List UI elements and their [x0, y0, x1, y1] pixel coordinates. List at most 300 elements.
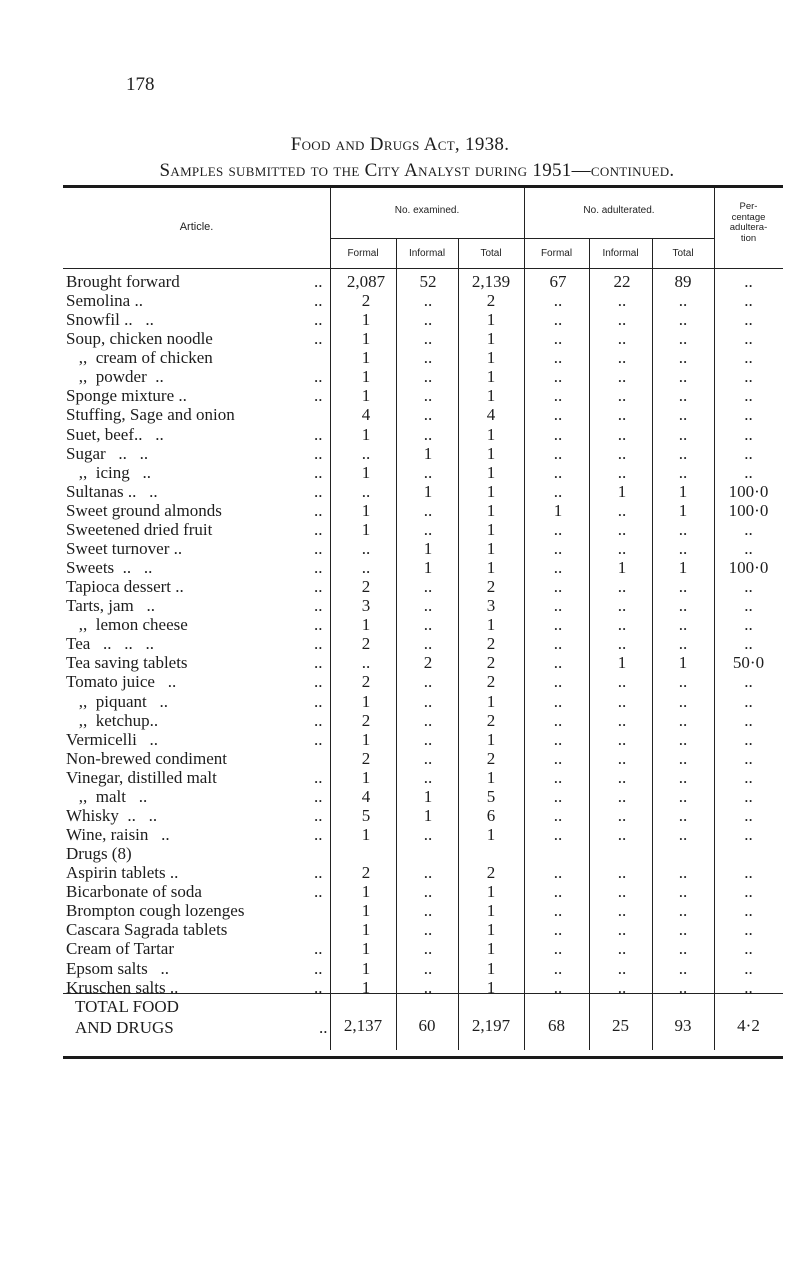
total-ad-total: 93	[674, 1016, 692, 1035]
percentage-cell: ..	[744, 596, 753, 616]
adulterated-informal-cell: ..	[617, 748, 627, 768]
table-row	[63, 386, 783, 406]
adulterated-formal-cell: ..	[553, 538, 563, 558]
article-cell: Cascara Sagrada tablets	[66, 920, 228, 940]
leader-dots: ..	[314, 310, 323, 330]
adulterated-formal-cell: ..	[553, 863, 563, 883]
total-ad-formal: 68	[548, 1016, 565, 1035]
examined-formal-cell: 1	[361, 462, 371, 482]
leader-dots: ..	[314, 939, 323, 959]
leader-dots: ..	[314, 329, 323, 349]
examined-total-cell: 3	[486, 596, 496, 616]
header-ex-informal: Informal	[408, 248, 446, 259]
article-cell: ,, cream of chicken	[66, 348, 213, 368]
header-ad-informal: Informal	[602, 248, 639, 259]
examined-formal-cell: 4	[361, 405, 371, 425]
adulterated-informal-cell: ..	[617, 939, 627, 959]
article-cell: Sweet turnover ..	[66, 538, 183, 558]
table-row	[63, 653, 783, 673]
table-row	[63, 348, 783, 368]
leader-dots: ..	[314, 424, 323, 444]
percentage-cell: ..	[744, 348, 753, 368]
leader-dots: ..	[314, 291, 323, 311]
adulterated-formal-cell: ..	[553, 348, 563, 368]
examined-informal-cell: ..	[423, 462, 433, 482]
total-label-line2: AND DRUGS ..	[75, 1018, 328, 1037]
examined-formal-cell: 1	[361, 500, 371, 520]
header-ad-total: Total	[672, 248, 694, 259]
adulterated-formal-cell: ..	[553, 462, 563, 482]
examined-informal-cell: 1	[423, 443, 433, 463]
leader-dots: ..	[314, 863, 323, 883]
adulterated-informal-cell: ..	[617, 672, 627, 692]
article-cell: Sultanas .. ..	[66, 481, 158, 501]
leader-dots: ..	[314, 577, 323, 597]
adulterated-informal-cell: ..	[617, 691, 627, 711]
examined-total-cell: 1	[486, 348, 496, 368]
adulterated-formal-cell: ..	[553, 634, 563, 654]
adulterated-informal-cell: 22	[613, 272, 631, 291]
article-cell: Bicarbonate of soda	[66, 882, 202, 902]
percentage-cell: 100·0	[728, 558, 769, 578]
percentage-cell: ..	[744, 386, 753, 406]
adulterated-informal-cell: ..	[617, 348, 627, 368]
table-row	[63, 787, 783, 807]
adulterated-informal-cell: ..	[617, 500, 627, 520]
adulterated-total-cell: ..	[678, 901, 688, 921]
percentage-cell: ..	[744, 519, 753, 539]
header-ad-formal: Formal	[540, 248, 573, 259]
table-row	[63, 901, 783, 921]
examined-informal-cell: ..	[423, 291, 433, 311]
article-cell: Sugar .. ..	[66, 443, 149, 463]
leader-dots: ..	[314, 977, 323, 997]
percentage-cell: ..	[744, 405, 753, 425]
examined-formal-cell: 2	[361, 748, 371, 768]
header-article: Article.	[179, 221, 214, 233]
examined-formal-cell: ..	[361, 653, 371, 673]
adulterated-total-cell: 89	[674, 272, 692, 291]
adulterated-formal-cell: ..	[553, 386, 563, 406]
percentage-cell: ..	[744, 882, 753, 902]
examined-informal-cell: ..	[423, 882, 433, 902]
table-row	[63, 482, 783, 502]
examined-informal-cell: ..	[423, 500, 433, 520]
examined-formal-cell: 2	[361, 672, 371, 692]
adulterated-formal-cell: ..	[553, 805, 563, 825]
examined-total-cell: 1	[486, 367, 496, 387]
leader-dots: ..	[314, 672, 323, 692]
article-cell: Tea .. .. ..	[66, 634, 155, 654]
adulterated-formal-cell: ..	[553, 577, 563, 597]
examined-total-cell: 1	[486, 977, 496, 997]
adulterated-total-cell: 1	[678, 500, 688, 520]
article-cell: Drugs (8)	[66, 844, 132, 864]
adulterated-formal-cell: ..	[553, 901, 563, 921]
examined-formal-cell: 1	[361, 939, 371, 959]
article-cell: Sweetened dried fruit	[66, 519, 213, 539]
rule-header-bottom	[63, 268, 783, 269]
table-row	[63, 978, 783, 998]
examined-formal-cell: 3	[361, 596, 371, 616]
examined-formal-cell: ..	[361, 481, 371, 501]
percentage-cell: ..	[744, 577, 753, 597]
examined-informal-cell: ..	[423, 615, 433, 635]
percentage-cell: ..	[744, 462, 753, 482]
total-label	[75, 996, 328, 1038]
adulterated-informal-cell: ..	[617, 291, 627, 311]
table-row	[63, 367, 783, 387]
adulterated-informal-cell: ..	[617, 519, 627, 539]
adulterated-formal-cell: ..	[553, 767, 563, 787]
table-row	[63, 615, 783, 635]
adulterated-formal-cell: ..	[553, 729, 563, 749]
examined-total-cell: 4	[486, 405, 496, 425]
examined-total-cell: 2	[486, 634, 496, 654]
examined-informal-cell: 1	[423, 538, 433, 558]
percentage-cell: ..	[744, 367, 753, 387]
header-ex-total: Total	[480, 248, 502, 259]
adulterated-formal-cell: ..	[553, 977, 563, 997]
examined-total-cell: 2	[486, 653, 496, 673]
table-row	[63, 634, 783, 654]
percentage-cell: ..	[744, 805, 753, 825]
leader-dots: ..	[314, 500, 323, 520]
adulterated-formal-cell: ..	[553, 958, 563, 978]
percentage-cell: 50·0	[732, 653, 765, 673]
percentage-cell: ..	[744, 729, 753, 749]
examined-formal-cell: 1	[361, 310, 371, 330]
percentage-cell: ..	[744, 310, 753, 330]
adulterated-total-cell: ..	[678, 710, 688, 730]
examined-total-cell: 1	[486, 329, 496, 349]
examined-informal-cell: 1	[423, 558, 433, 578]
table-row	[63, 692, 783, 712]
adulterated-formal-cell: ..	[553, 615, 563, 635]
article-cell: ,, piquant ..	[66, 691, 168, 711]
article-cell: ,, icing ..	[66, 462, 151, 482]
examined-informal-cell: 1	[423, 805, 433, 825]
leader-dots: ..	[314, 443, 323, 463]
adulterated-total-cell: ..	[678, 291, 688, 311]
article-cell: Tapioca dessert ..	[66, 577, 184, 597]
adulterated-formal-cell: ..	[553, 424, 563, 444]
adulterated-informal-cell: ..	[617, 367, 627, 387]
adulterated-formal-cell: ..	[553, 920, 563, 940]
adulterated-formal-cell: ..	[553, 291, 563, 311]
examined-informal-cell: ..	[423, 825, 433, 845]
adulterated-informal-cell: 1	[617, 481, 627, 501]
percentage-cell: ..	[744, 329, 753, 349]
examined-total-cell: 1	[486, 958, 496, 978]
adulterated-informal-cell: 1	[617, 558, 627, 578]
examined-formal-cell: 2	[361, 863, 371, 883]
examined-total-cell: 2	[486, 748, 496, 768]
adulterated-total-cell: ..	[678, 882, 688, 902]
examined-informal-cell: ..	[423, 310, 433, 330]
examined-informal-cell: ..	[423, 710, 433, 730]
article-cell: Suet, beef.. ..	[66, 424, 164, 444]
examined-informal-cell: ..	[423, 729, 433, 749]
examined-formal-cell: 1	[361, 615, 371, 635]
article-cell: Brought forward	[66, 272, 180, 291]
percentage-cell: ..	[744, 767, 753, 787]
examined-informal-cell: ..	[423, 596, 433, 616]
examined-total-cell: 1	[486, 825, 496, 845]
leader-dots: ..	[314, 272, 323, 291]
adulterated-total-cell: ..	[678, 386, 688, 406]
percentage-cell: ..	[744, 977, 753, 997]
article-cell: ,, lemon cheese	[66, 615, 188, 635]
adulterated-informal-cell: ..	[617, 805, 627, 825]
adulterated-total-cell: ..	[678, 424, 688, 444]
adulterated-informal-cell: ..	[617, 462, 627, 482]
article-cell: Epsom salts ..	[66, 958, 169, 978]
header-examined: No. examined.	[394, 205, 460, 216]
leader-dots: ..	[314, 519, 323, 539]
examined-formal-cell: 1	[361, 424, 371, 444]
examined-formal-cell: ..	[361, 443, 371, 463]
header-ex-formal: Formal	[347, 248, 379, 259]
adulterated-formal-cell: ..	[553, 329, 563, 349]
table-row	[63, 863, 783, 883]
examined-total-cell: 2	[486, 710, 496, 730]
adulterated-total-cell: ..	[678, 538, 688, 558]
examined-total-cell: 2,139	[471, 272, 511, 291]
article-cell: Cream of Tartar	[66, 939, 175, 959]
leader-dots: ..	[314, 558, 323, 578]
examined-informal-cell: ..	[423, 577, 433, 597]
article-cell: Tomato juice ..	[66, 672, 177, 692]
adulterated-informal-cell: ..	[617, 920, 627, 940]
leader-dots: ..	[314, 615, 323, 635]
adulterated-total-cell: ..	[678, 577, 688, 597]
adulterated-informal-cell: ..	[617, 443, 627, 463]
examined-formal-cell: 1	[361, 348, 371, 368]
adulterated-formal-cell: ..	[553, 710, 563, 730]
adulterated-total-cell: 1	[678, 653, 688, 673]
adulterated-formal-cell: ..	[553, 748, 563, 768]
adulterated-total-cell: ..	[678, 958, 688, 978]
percentage-cell: ..	[744, 825, 753, 845]
adulterated-total-cell: ..	[678, 634, 688, 654]
examined-total-cell: 1	[486, 729, 496, 749]
adulterated-formal-cell: ..	[553, 443, 563, 463]
percentage-cell: ..	[744, 748, 753, 768]
adulterated-informal-cell: ..	[617, 596, 627, 616]
article-cell: Snowfil .. ..	[66, 310, 154, 330]
total-ex-informal: 60	[418, 1016, 436, 1035]
percentage-cell: ..	[744, 920, 753, 940]
adulterated-informal-cell: ..	[617, 977, 627, 997]
examined-formal-cell: 2	[361, 291, 371, 311]
percentage-cell: ..	[744, 958, 753, 978]
table-row	[63, 291, 783, 311]
examined-informal-cell: ..	[423, 348, 433, 368]
examined-formal-cell: 1	[361, 767, 371, 787]
examined-informal-cell: ..	[423, 405, 433, 425]
table-row	[63, 825, 783, 845]
examined-total-cell: 5	[486, 786, 496, 806]
adulterated-formal-cell: ..	[553, 481, 563, 501]
adulterated-total-cell: ..	[678, 767, 688, 787]
header-percentage: Per- centage adultera- tion	[729, 201, 768, 244]
examined-informal-cell: ..	[423, 863, 433, 883]
examined-informal-cell: 1	[423, 481, 433, 501]
examined-total-cell: 6	[486, 805, 496, 825]
adulterated-total-cell: ..	[678, 786, 688, 806]
leader-dots: ..	[314, 691, 323, 711]
examined-formal-cell: 1	[361, 691, 371, 711]
adulterated-formal-cell: ..	[553, 825, 563, 845]
article-cell: ,, malt ..	[66, 786, 148, 806]
article-cell: Sweets .. ..	[66, 558, 153, 578]
percentage-cell: ..	[744, 272, 753, 291]
adulterated-total-cell: ..	[678, 519, 688, 539]
leader-dots: ..	[314, 462, 323, 482]
leader-dots: ..	[314, 596, 323, 616]
examined-informal-cell: ..	[423, 386, 433, 406]
percentage-cell: 100·0	[728, 500, 769, 520]
total-ex-total: 2,197	[471, 1016, 511, 1035]
examined-informal-cell: ..	[423, 977, 433, 997]
article-cell: ,, powder ..	[66, 367, 164, 387]
percentage-cell: ..	[744, 710, 753, 730]
leader-dots: ..	[314, 481, 323, 501]
table-row	[63, 749, 783, 769]
examined-informal-cell: ..	[423, 424, 433, 444]
examined-formal-cell: 1	[361, 519, 371, 539]
adulterated-informal-cell: ..	[617, 615, 627, 635]
page-number: 178	[126, 74, 155, 95]
examined-formal-cell: 1	[361, 729, 371, 749]
leader-dots: ..	[314, 767, 323, 787]
adulterated-formal-cell: ..	[553, 691, 563, 711]
percentage-cell: ..	[744, 901, 753, 921]
total-percentage: 4·2	[737, 1016, 760, 1035]
rule-subheader	[330, 238, 714, 239]
adulterated-informal-cell: ..	[617, 958, 627, 978]
percentage-cell: ..	[744, 691, 753, 711]
article-cell: Kruschen salts ..	[66, 977, 179, 997]
adulterated-informal-cell: ..	[617, 310, 627, 330]
article-cell: Aspirin tablets ..	[66, 863, 179, 883]
percentage-cell: 100·0	[728, 481, 769, 501]
adulterated-total-cell: ..	[678, 825, 688, 845]
article-cell: Semolina ..	[66, 291, 143, 311]
adulterated-formal-cell: ..	[553, 672, 563, 692]
adulterated-informal-cell: ..	[617, 405, 627, 425]
examined-informal-cell: ..	[423, 519, 433, 539]
adulterated-formal-cell: ..	[553, 939, 563, 959]
examined-formal-cell: 1	[361, 367, 371, 387]
adulterated-formal-cell: 1	[553, 500, 563, 520]
examined-formal-cell: 2	[361, 710, 371, 730]
article-cell: Non-brewed condiment	[66, 748, 227, 768]
article-cell: Brompton cough lozenges	[66, 901, 245, 921]
percentage-cell: ..	[744, 786, 753, 806]
adulterated-informal-cell: ..	[617, 710, 627, 730]
total-ad-informal: 25	[612, 1016, 629, 1035]
table-row	[63, 577, 783, 597]
examined-formal-cell: 5	[361, 805, 371, 825]
adulterated-informal-cell: 1	[617, 653, 627, 673]
adulterated-informal-cell: ..	[617, 767, 627, 787]
adulterated-formal-cell: ..	[553, 310, 563, 330]
adulterated-formal-cell: ..	[553, 519, 563, 539]
total-label-line1: TOTAL FOOD	[75, 997, 179, 1016]
adulterated-informal-cell: ..	[617, 729, 627, 749]
examined-total-cell: 2	[486, 672, 496, 692]
adulterated-total-cell: ..	[678, 405, 688, 425]
adulterated-formal-cell: ..	[553, 405, 563, 425]
examined-formal-cell: ..	[361, 558, 371, 578]
examined-total-cell: 1	[486, 481, 496, 501]
examined-total-cell: 1	[486, 558, 496, 578]
table-row	[63, 711, 783, 731]
header-adulterated: No. adulterated.	[583, 205, 655, 216]
adulterated-informal-cell: ..	[617, 901, 627, 921]
examined-formal-cell: 2	[361, 634, 371, 654]
table-row	[63, 444, 783, 464]
percentage-cell: ..	[744, 291, 753, 311]
page-title: Food and Drugs Act, 1938.	[290, 134, 510, 155]
examined-informal-cell: 1	[423, 786, 433, 806]
examined-informal-cell: ..	[423, 748, 433, 768]
adulterated-formal-cell: ..	[553, 596, 563, 616]
examined-formal-cell: 1	[361, 825, 371, 845]
percentage-cell: ..	[744, 939, 753, 959]
examined-informal-cell: ..	[423, 920, 433, 940]
adulterated-informal-cell: ..	[617, 577, 627, 597]
examined-formal-cell: 2,087	[346, 272, 386, 291]
examined-total-cell: 1	[486, 519, 496, 539]
examined-total-cell: 1	[486, 615, 496, 635]
table-row	[63, 596, 783, 616]
leader-dots: ..	[314, 538, 323, 558]
adulterated-total-cell: ..	[678, 863, 688, 883]
article-cell: ,, ketchup..	[66, 710, 159, 730]
leader-dots: ..	[314, 386, 323, 406]
examined-total-cell: 1	[486, 920, 496, 940]
adulterated-total-cell: ..	[678, 805, 688, 825]
percentage-cell: ..	[744, 615, 753, 635]
adulterated-formal-cell: ..	[553, 786, 563, 806]
examined-total-cell: 1	[486, 500, 496, 520]
leader-dots: ..	[314, 634, 323, 654]
adulterated-total-cell: ..	[678, 920, 688, 940]
examined-formal-cell: 1	[361, 386, 371, 406]
examined-informal-cell: ..	[423, 691, 433, 711]
article-cell: Wine, raisin ..	[66, 825, 170, 845]
examined-formal-cell: 1	[361, 901, 371, 921]
table-row	[63, 882, 783, 902]
examined-informal-cell: ..	[423, 329, 433, 349]
adulterated-total-cell: 1	[678, 481, 688, 501]
adulterated-total-cell: ..	[678, 939, 688, 959]
table-row	[63, 425, 783, 445]
adulterated-total-cell: ..	[678, 977, 688, 997]
examined-formal-cell: 1	[361, 920, 371, 940]
adulterated-total-cell: ..	[678, 615, 688, 635]
table-row	[63, 672, 783, 692]
table-row	[63, 310, 783, 330]
article-cell: Whisky .. ..	[66, 805, 158, 825]
examined-informal-cell: ..	[423, 672, 433, 692]
examined-informal-cell: ..	[423, 767, 433, 787]
percentage-cell: ..	[744, 538, 753, 558]
adulterated-total-cell: ..	[678, 367, 688, 387]
